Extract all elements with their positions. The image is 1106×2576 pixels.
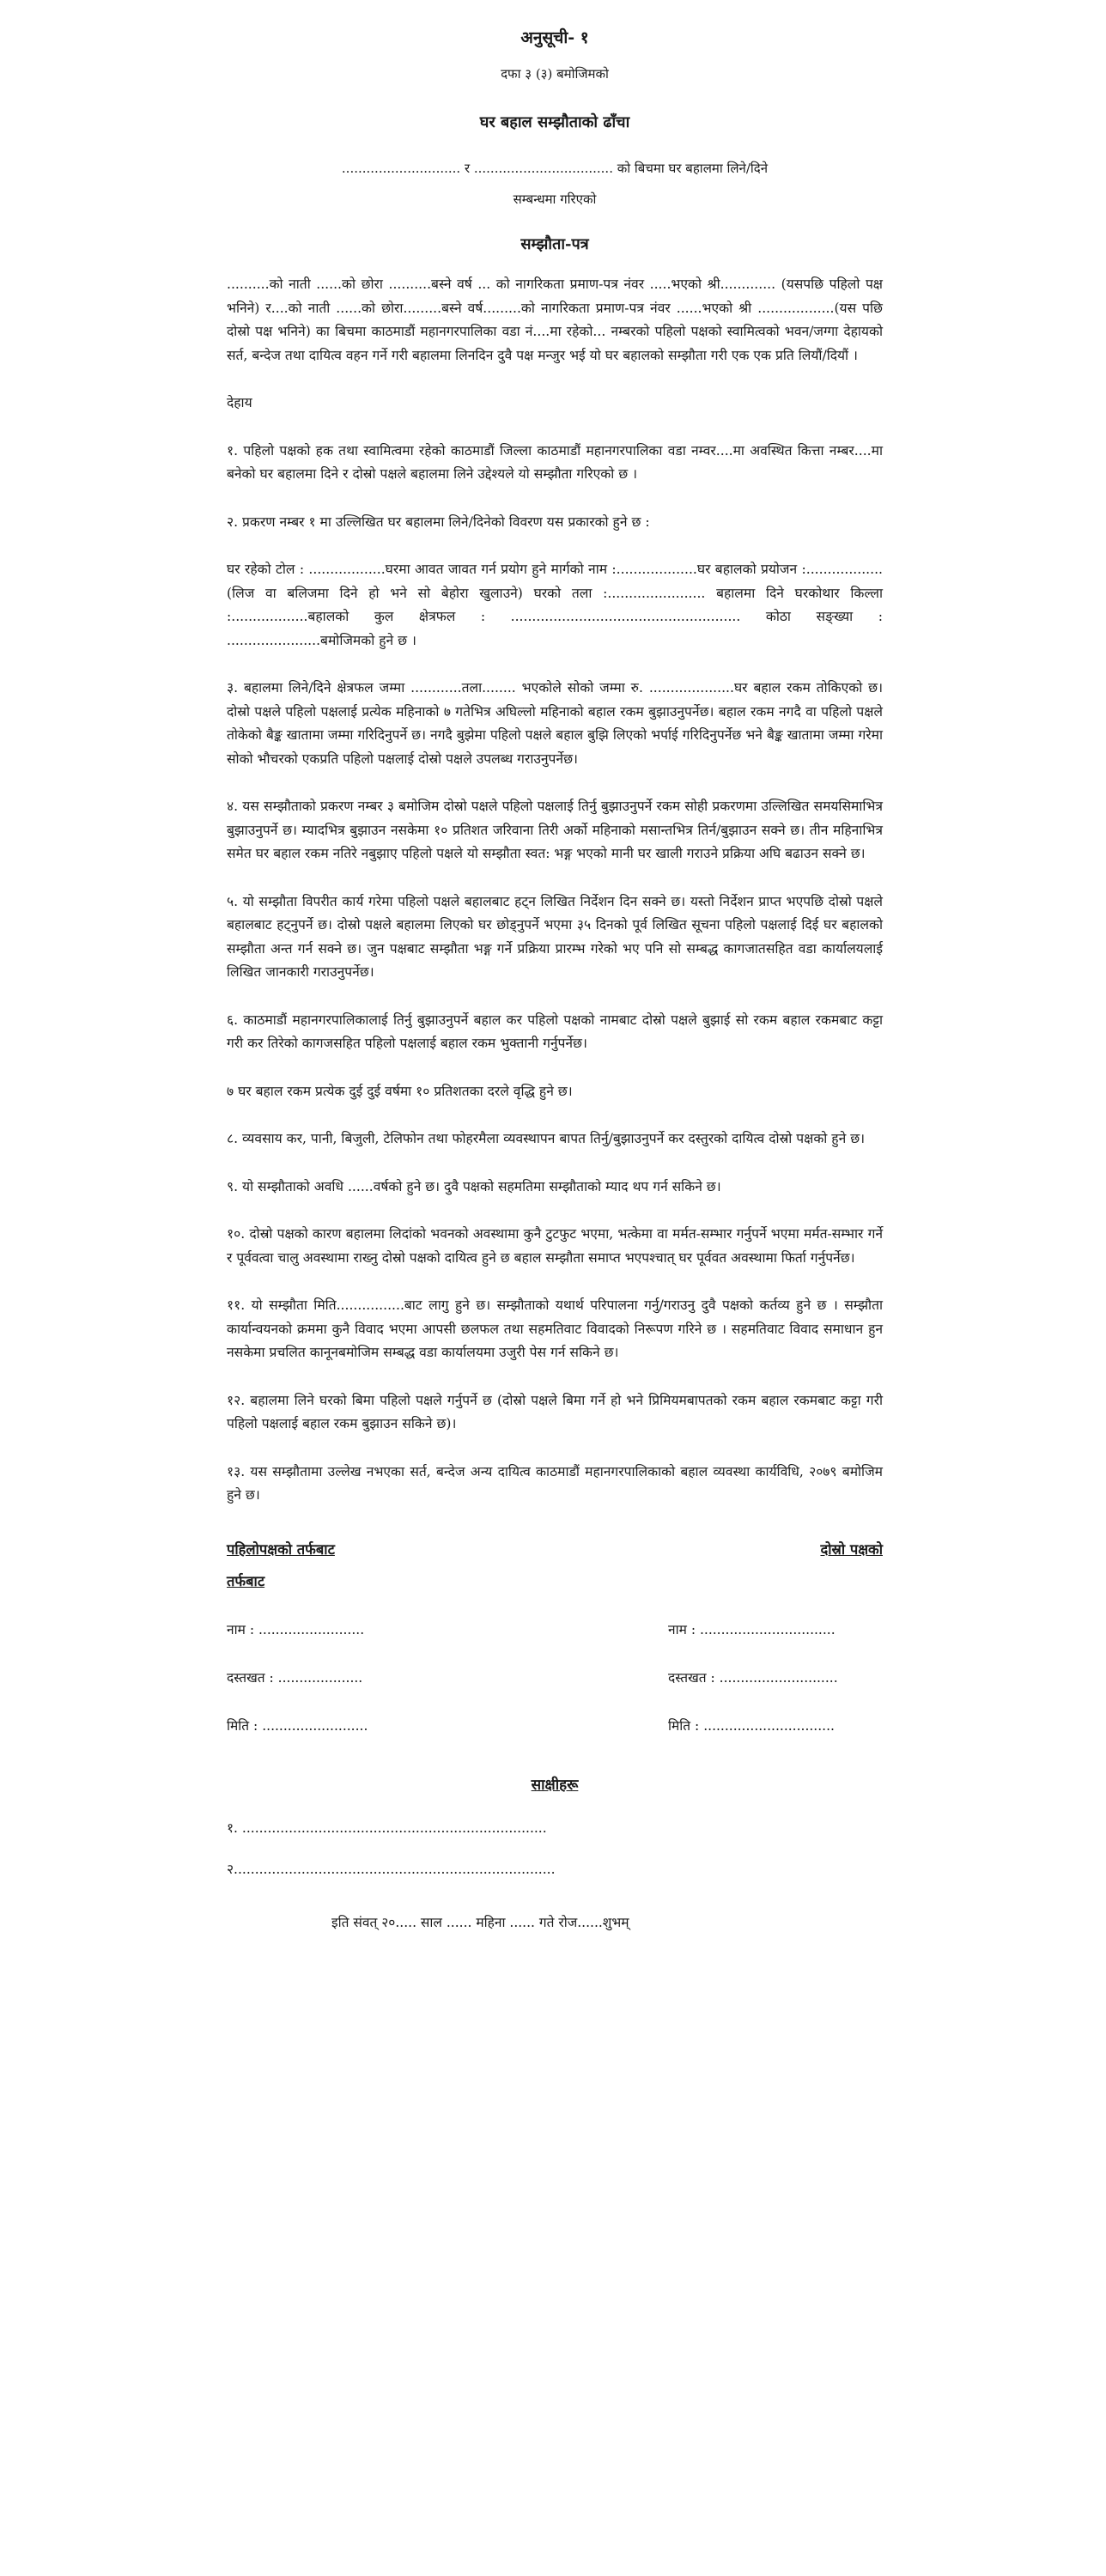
signature-block — [227, 1539, 883, 1735]
clause-13: १३. यस सम्झौतामा उल्लेख नभएका सर्त, बन्देज अन्य दायित्व काठमाडौं महानगरपालिकाको बहाल व्यवस्था कार्यविधि, २०७९ बमोजिम हुने छ। — [227, 1463, 883, 1503]
clause-12: १२. बहालमा लिने घरको बिमा पहिलो पक्षले गर्नुपर्ने छ (दोस्रो पक्षले बिमा गर्ने हो भने प्रिमियमबापतको रकम बहाल रकमबाट कट्टा गरी पहिलो पक्षलाई बहाल रकम बुझाउन सकिने छ)। — [227, 1392, 883, 1431]
clause-6: ६. काठमाडौं महानगरपालिकालाई तिर्नु बुझाउनुपर्ने बहाल कर पहिलो पक्षको नामबाट दोस्रो पक्षले बुझाई सो रकम बहाल रकमबाट कट्टा गरी कर तिरेको कागजसहित पहिलो पक्षलाई बहाल रकम भुक्तानी गर्नुपर्नेछ। — [227, 1012, 883, 1051]
clause-5: ५. यो सम्झौता विपरीत कार्य गरेमा पहिलो पक्षले बहालबाट हट्न लिखित निर्देशन दिन सक्ने छ। यस्तो निर्देशन प्राप्त भएपछि दोस्रो पक्षले बहालबाट हट्नुपर्ने छ। दोस्रो पक्षले बहालमा लिएको घर छोड्नुपर्ने भएमा ३५ दिनको पूर्व लिखित सूचना पहिलो पक्षलाई दिई घर बहालको सम्झौता अन्त गर्न सक्ने छ। जुन पक्षबाट सम्झौता भङ्ग गर्ने प्रक्रिया प्रारम्भ गरेको भए पनि सो सम्बद्ध कागजातसहित वडा कार्यालयलाई लिखित जानकारी गराउनुपर्नेछ। — [227, 893, 883, 980]
second-party-signature-field: दस्तखत : ............................ — [668, 1669, 838, 1686]
clause-9: ९. यो सम्झौताको अवधि ......वर्षको हुने छ। दुवै पक्षको सहमतिमा सम्झौताको म्याद थप गर्न सकिने छ। — [227, 1178, 721, 1194]
clause-4: ४. यस सम्झौताको प्रकरण नम्बर ३ बमोजिम दोस्रो पक्षले पहिलो पक्षलाई तिर्नु बुझाउनुपर्ने रकम सोही प्रकरणमा उल्लिखित समयसिमाभित्र बुझाउनुपर्ने छ। म्यादभित्र बुझाउन नसकेमा १० प्रतिशत जरिवाना तिरी अर्को महिनाको मसान्तभित्र तिर्न/बुझाउन सक्ने छ। तीन महिनाभित्र समेत घर बहाल रकम नतिरे नबुझाए पहिलो पक्षले यो सम्झौता स्वत: भङ्ग भएको मानी घर खाली गराउने प्रक्रिया अघि बढाउन सक्ने छ। — [227, 799, 883, 861]
second-party-label: दोस्रो पक्षको — [820, 1540, 883, 1558]
parties-line: ............................. र .................................. को बिचमा घर बहालमा लिने/दिने — [341, 161, 769, 176]
clause-1: १. पहिलो पक्षको हक तथा स्वामित्वमा रहेको काठमाडौं जिल्ला काठमाडौं महानगरपालिका वडा नम्वर....मा अवस्थित कित्ता नम्बर....मा बनेको घर बहालमा दिने र दोस्रो पक्षले बहालमा लिने उद्देश्यले यो सम्झौता गरिएको छ । — [227, 442, 883, 482]
signature-headings — [227, 1539, 883, 1558]
parties-line-continued: सम्बन्धमा गरिएको — [513, 191, 597, 207]
closing-line: इति संवत् २०..... साल ...... महिना ...... गते रोज......शुभम् — [331, 1914, 629, 1930]
first-party-signature-field: दस्तखत : .................... — [227, 1669, 363, 1686]
clause-7: ७ घर बहाल रकम प्रत्येक दुई दुई वर्षमा १० प्रतिशतका दरले वृद्धि हुने छ। — [227, 1083, 573, 1099]
clause-11: ११. यो सम्झौता मिति................बाट लागु हुने छ। सम्झौताको यथार्थ परिपालना गर्नु/गराउनु दुवै पक्षको कर्तव्य हुने छ । सम्झौता कार्यान्वयनको क्रममा कुनै विवाद भएमा आपसी छलफल तथा सहमतिवाट विवादको निरूपण गरिने छ । सहमतिवाट विवाद समाधान हुन नसकेमा प्रचलित कानूनबमोजिम सम्बद्ध वडा कार्यालयमा उजुरी पेस गर्न सकिने छ। — [227, 1297, 883, 1360]
second-party-label-continued: तर्फबाट — [227, 1572, 265, 1589]
first-party-label: पहिलोपक्षको तर्फबाट — [227, 1540, 335, 1558]
first-party-date-field: मिति : ......................... — [227, 1717, 368, 1734]
first-party-name-field: नाम : ......................... — [227, 1621, 365, 1637]
document-page — [227, 0, 883, 1931]
second-party-name-field: नाम : ................................ — [668, 1621, 836, 1637]
section-reference: दफा ३ (३) बमोजिमको — [501, 66, 609, 82]
clause-2: २. प्रकरण नम्बर १ मा उल्लिखित घर बहालमा लिने/दिनेको विवरण यस प्रकारको हुने छ : — [227, 513, 650, 530]
dehay-label: देहाय — [227, 395, 252, 410]
witness-list — [227, 1818, 883, 1878]
witness-line-1: १. ........................................................................ — [227, 1820, 547, 1836]
signature-row-name — [227, 1619, 883, 1638]
second-party-date-field: मिति : ............................... — [668, 1717, 835, 1734]
clause-8: ८. व्यवसाय कर, पानी, बिजुली, टेलिफोन तथा फोहरमैला व्यवस्थापन बापत तिर्नु/बुझाउनुपर्ने कर दस्तुरको दायित्व दोस्रो पक्षको हुने छ। — [227, 1131, 866, 1146]
document-title: घर बहाल सम्झौताको ढाँचा — [479, 113, 630, 131]
agreement-title: सम्झौता-पत्र — [520, 235, 589, 253]
signature-row-signature — [227, 1668, 883, 1686]
witness-line-2: २............................................................................ — [227, 1861, 556, 1877]
schedule-heading: अनुसूची- १ — [520, 28, 589, 47]
clause-2-details: घर रहेको टोल : ..................घरमा आवत जावत गर्न प्रयोग हुने मार्गको नाम :...................घर बहालको प्रयोजन :.................. (लिज वा बलिजमा दिने हो भने सो बेहोरा खुलाउने) घरको तला :....................... बहालमा दिने घरकोथार किल्ला :..................बहालको कुल क्षेत्रफल : ...................................................... कोठा सङ्ख्या : ......................बमोजिमको हुने छ । — [227, 562, 883, 648]
clause-10: १०. दोस्रो पक्षको कारण बहालमा लिदांको भवनको अवस्थामा कुनै टुटफुट भएमा, भत्केमा वा मर्मत-सम्भार गर्नुपर्ने भएमा मर्मत-सम्भार गर्ने र पूर्ववत्वा चालु अवस्थामा राख्नु दोस्रो पक्षको दायित्व हुने छ बहाल सम्झौता समाप्त भएपश्चात् घर पूर्ववत अवस्थामा फिर्ता गर्नुपर्नेछ। — [227, 1226, 883, 1266]
intro-paragraph: ..........को नाती ......को छोरा ..........बस्ने वर्ष ... को नागरिकता प्रमाण-पत्र नंवर .....भएको श्री............. (यसपछि पहिलो पक्ष भनिने) र....को नाती ......को छोरा.........बस्ने वर्ष.........को नागरिकता प्रमाण-पत्र नंवर ......भएको श्री ..................(यस पछि दोस्रो पक्ष भनिने) का बिचमा काठमाडौं महानगरपालिका वडा नं....मा रहेको... नम्बरको पहिलो पक्षको स्वामित्वको भवन/जग्गा देहायको सर्त, बन्देज तथा दायित्व वहन गर्ने गरी बहालमा लिनदिन दुवै पक्ष मन्जुर भई यो घर बहालको सम्झौता गरी एक एक प्रति लियौं/दियौं । — [227, 276, 883, 363]
signature-row-date — [227, 1716, 883, 1735]
clause-3: ३. बहालमा लिने/दिने क्षेत्रफल जम्मा ............तला........ भएकोले सोको जम्मा रु. ....................घर बहाल रकम तोकिएको छ। दोस्रो पक्षले पहिलो पक्षलाई प्रत्येक महिनाको ७ गतेभित्र अघिल्लो महिनाको बहाल रकम बुझाउनुपर्नेछ। बहाल रकम नगदै वा पहिलो पक्षले तोकेको बैङ्क खातामा जम्मा गरिदिनुपर्ने छ। नगदै बुझेमा पहिलो पक्षले बहाल बुझि लिएको भर्पाई गरिदिनुपर्नेछ भने बैङ्क खातामा जम्मा गरेमा सोको भौचरको एकप्रति पहिलो पक्षलाई दोस्रो पक्षले उपलब्ध गराउनुपर्नेछ। — [227, 680, 883, 767]
witnesses-title: साक्षीहरू — [531, 1776, 579, 1794]
